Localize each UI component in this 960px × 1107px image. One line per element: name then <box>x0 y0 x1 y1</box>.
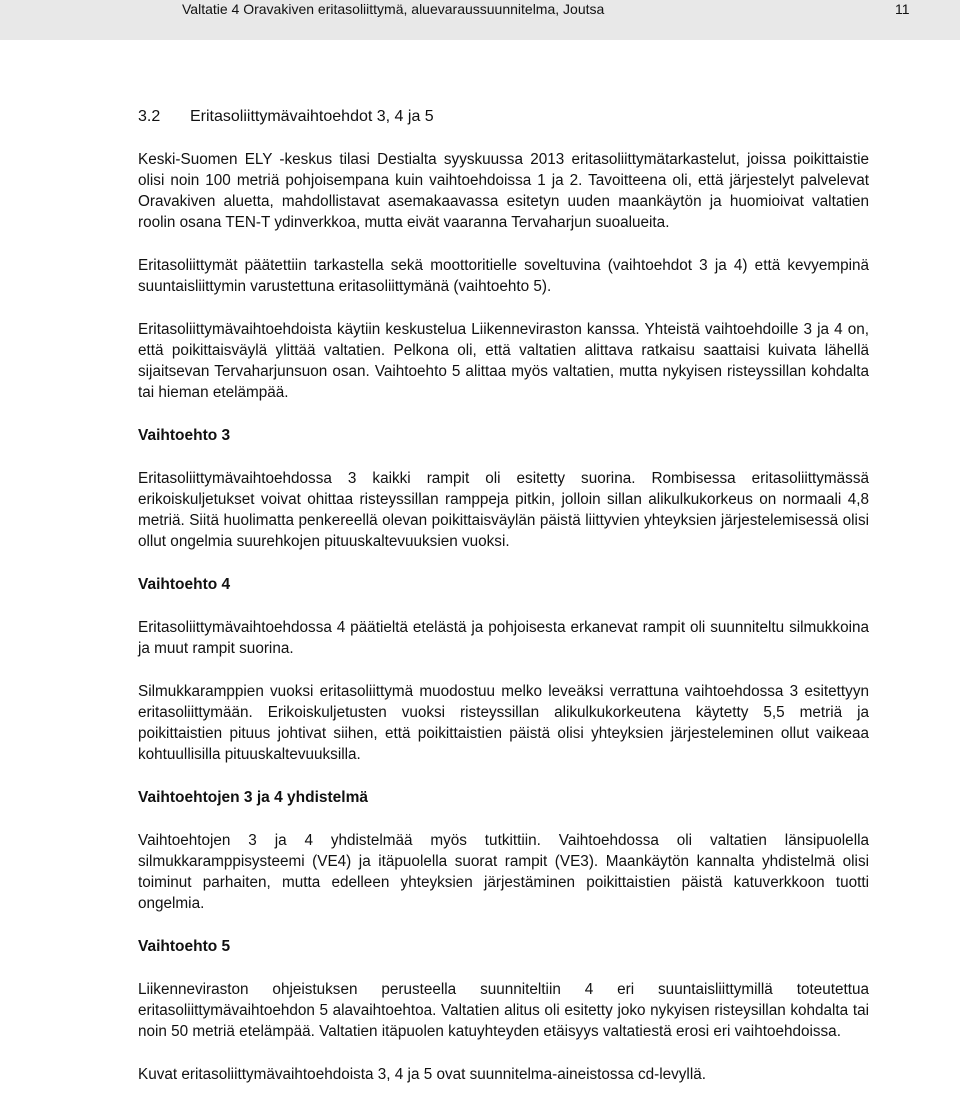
subsection-heading: Vaihtoehtojen 3 ja 4 yhdistelmä <box>138 789 368 806</box>
paragraph: Vaihtoehtojen 3 ja 4 yhdistelmää myös tutkittiin. Vaihtoehdossa oli valtatien länsipuolella silmukkaramppisysteemi (VE4) ja itäpuolella suorat rampit (VE3). Maankäytön kannalta yhdistelmä olisi toiminut parhaiten, mutta edelleen yhteyksien järjestäminen poikittaistien päistä katuverkkoon tuotti ongelmia. <box>138 832 869 912</box>
section-number: 3.2 <box>138 108 161 125</box>
paragraph: Liikenneviraston ohjeistuksen perusteella suunniteltiin 4 eri suuntaisliittymillä toteutettua eritasoliittymävaihtoehdon 5 alavaihtoehtoa. Valtatien alitus oli esitetty joko nykyisen risteysillan kohdalta tai noin 50 metriä etelämpää. Valtatien itäpuolen katuyhteyden etäisyys valtatiestä erosi eri vaihtoehdoissa. <box>138 981 869 1040</box>
paragraph: Silmukkaramppien vuoksi eritasoliittymä muodostuu melko leveäksi verrattuna vaihtoehdossa 3 esitettyyn eritasoliittymään. Erikoiskuljetusten vuoksi risteyssillan alikulkukorkeutena käytetty 5,5 metriä ja poikittaistien pituus johtivat siihen, että poikittaistien päistä olisi yhteyksien järjesteleminen ollut vaikeaa kohtuullisilla pituuskaltevuuksilla. <box>138 683 869 763</box>
page-header <box>0 0 960 40</box>
paragraph: Kuvat eritasoliittymävaihtoehdoista 3, 4 ja 5 ovat suunnitelma-aineistossa cd-levyllä. <box>138 1066 706 1083</box>
subsection-heading: Vaihtoehto 4 <box>138 576 231 593</box>
header-title: Valtatie 4 Oravakiven eritasoliittymä, aluevaraussuunnitelma, Joutsa <box>182 1 605 17</box>
section-title-text: Eritasoliittymävaihtoehdot 3, 4 ja 5 <box>190 108 434 125</box>
paragraph: Keski-Suomen ELY -keskus tilasi Destialta syyskuussa 2013 eritasoliittymätarkastelut, joissa poikittaistie olisi noin 100 metriä pohjoisempana kuin vaihtoehdoissa 1 ja 2. Tavoitteena oli, että järjestelyt palvelevat Oravakiven aluetta, mahdollistavat asemakaavassa esitetyn uuden maankäytön ja huomioivat valtatien roolin osana TEN-T ydinverkkoa, mutta eivät vaaranna Tervaharjun suoalueita. <box>138 151 869 231</box>
paragraph: Eritasoliittymävaihtoehdossa 3 kaikki rampit oli esitetty suorina. Rombisessa eritasoliittymässä erikoiskuljetukset voivat ohittaa risteyssillan ramppeja pitkin, jolloin sillan alikulkukorkeus on normaali 4,8 metriä. Siitä huolimatta penkereellä olevan poikittaisväylän päistä liittyvien yhteyksien järjestelemisessä olisi ollut ongelmia suurehkojen pituuskaltevuuksien vuoksi. <box>138 470 869 550</box>
paragraph: Eritasoliittymävaihtoehdoista käytiin keskustelua Liikenneviraston kanssa. Yhteistä vaihtoehdoille 3 ja 4 on, että poikittaisväylä ylittää valtatien. Pelkona oli, että valtatien alittava ratkaisu saattaisi kuivata lähellä sijaitsevan Tervaharjunsuon osan. Vaihtoehto 5 alittaa myös valtatien, mutta nykyisen risteyssillan kohdalta tai hieman etelämpää. <box>138 321 869 401</box>
document-body <box>138 106 869 1107</box>
subsection-heading: Vaihtoehto 3 <box>138 427 231 444</box>
subsection-heading: Vaihtoehto 5 <box>138 938 231 955</box>
page-number: 11 <box>895 1 910 17</box>
paragraph: Eritasoliittymävaihtoehdossa 4 päätieltä etelästä ja pohjoisesta erkanevat rampit oli suunniteltu silmukkoina ja muut rampit suorina. <box>138 619 869 657</box>
section-title <box>138 106 869 128</box>
paragraph: Eritasoliittymät päätettiin tarkastella sekä moottoritielle soveltuvina (vaihtoehdot 3 ja 4) että kevyempinä suuntaisliittymin varustettuna eritasoliittymänä (vaihtoehto 5). <box>138 257 869 295</box>
